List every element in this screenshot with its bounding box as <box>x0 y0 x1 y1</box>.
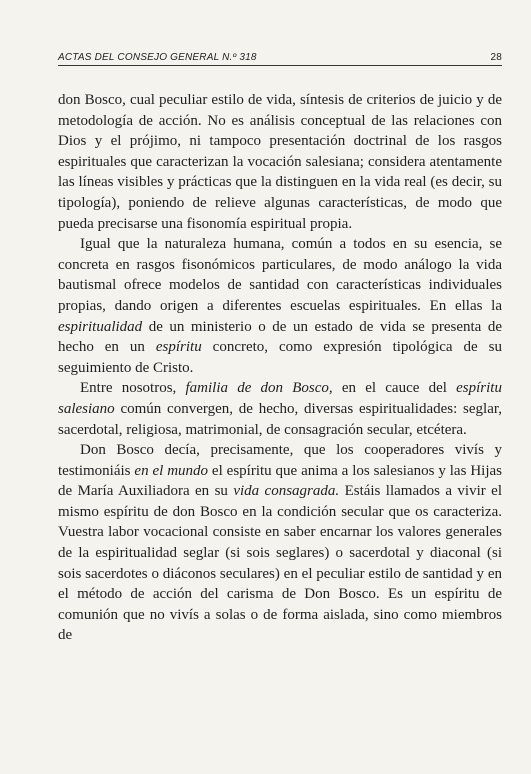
text-segment: Igual que la naturaleza humana, común a todos en su esencia, se concreta en rasgos fisonómicos particulares, de modo análogo la vida bautismal ofrece modelos de santidad con características individuales propias, dando origen a diferentes escuelas espirituales. En ellas la <box>58 236 502 314</box>
italic-segment: familia de don Bosco, <box>185 380 333 397</box>
text-segment: Entre nosotros, <box>80 380 186 397</box>
text-segment: el espíritu que anima a los salesianos y las Hijas de María Auxiliadora en su <box>58 462 502 500</box>
header-title: ACTAS DEL CONSEJO GENERAL N.º 318 <box>58 52 257 63</box>
italic-segment: vida consagrada. <box>233 483 340 500</box>
paragraph <box>58 234 502 378</box>
italic-segment: espíritu <box>155 339 202 356</box>
text-segment: concreto, como expresión tipológica de su seguimiento de Cristo. <box>58 339 502 376</box>
paragraph <box>58 440 502 646</box>
italic-segment: en el mundo <box>134 462 209 479</box>
page-number: 28 <box>490 52 502 63</box>
text-segment: en el cauce del <box>332 380 457 397</box>
italic-segment: espiritualidad <box>58 318 143 335</box>
text-segment: Estáis llamados a vivir el mismo espíritu de don Bosco en la condición secular que os caracteriza. Vuestra labor vocacional consiste en saber encarnar los valores generales de la espiritualidad seglar (si sois seglares) o sacerdotal y diaconal (si sois sacerdotes o diáconos seculares) en el peculiar estilo de santidad y en el método de acción del carisma de Don Bosco. Es un espíritu de comunión que no vivís a solas o de forma aislada, sino como miembros de <box>58 483 502 644</box>
text-segment: de un ministerio o de un estado de vida se presenta de hecho en un <box>58 318 502 356</box>
text-segment: don Bosco, cual peculiar estilo de vida, síntesis de criterios de juicio y de metodología de acción. No es análisis conceptual de las relaciones con Dios y el prójimo, ni tampoco presentación doctrinal de los rasgos espirituales que caracterizan la vocación salesiana; considera atentamente las líneas visibles y prácticas que la distinguen en la vida real (es decir, su tipología), poniendo de relieve algunas características, de modo que pueda precisarse una fisonomía espiritual propia. <box>58 92 502 232</box>
text-segment: común convergen, de hecho, diversas espiritualidades: seglar, sacerdotal, religiosa, matrimonial, de consagración secular, etcétera. <box>58 400 502 438</box>
text-segment: Don Bosco decía, precisamente, que los cooperadores vivís y testimoniáis <box>58 442 502 479</box>
paragraph <box>58 90 502 234</box>
body-text <box>58 90 502 646</box>
paragraph <box>58 378 502 440</box>
italic-segment: espíritu salesiano <box>58 380 502 417</box>
running-header <box>58 52 502 66</box>
